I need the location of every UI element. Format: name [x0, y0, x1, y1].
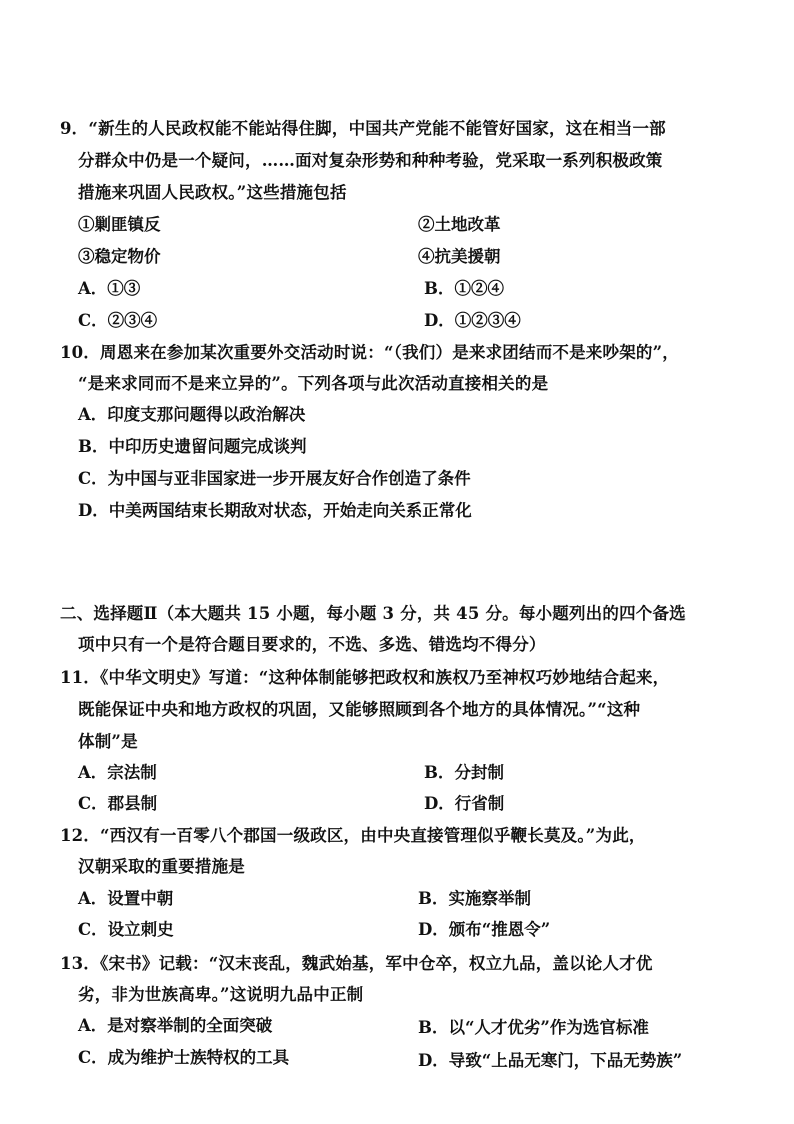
q10-option-b: B．中印历史遗留问题完成谈判: [78, 437, 307, 456]
q9-item-3: ③稳定物价: [78, 247, 161, 266]
q10-stem-line-1: 10．周恩来在参加某次重要外交活动时说：“（我们）是来求团结而不是来吵架的”，: [60, 343, 679, 362]
q9-option-b: B．①②④: [424, 279, 504, 298]
q10-option-d: D．中美两国结束长期敌对状态，开始走向关系正常化: [78, 501, 472, 520]
q9-option-d: D．①②③④: [424, 311, 521, 330]
q11-option-d: D．行省制: [424, 794, 505, 813]
q11-stem-line-1: 11．《中华文明史》写道：“这种体制能够把政权和族权乃至神权巧妙地结合起来，: [60, 668, 670, 687]
section-2-header-line-2: 项中只有一个是符合题目要求的，不选、多选、错选均不得分）: [78, 635, 546, 654]
q13-option-c: C．成为维护士族特权的工具: [78, 1048, 290, 1067]
section-2-header-line-1: 二、选择题Ⅱ（本大题共 15 小题，每小题 3 分，共 45 分。每小题列出的四个备选: [60, 604, 686, 623]
q11-option-c: C．郡县制: [78, 794, 158, 813]
q13-option-a: A．是对察举制的全面突破: [78, 1016, 273, 1035]
q9-item-1: ①剿匪镇反: [78, 215, 161, 234]
q11-stem-line-3: 体制”是: [78, 732, 138, 751]
q10-stem-line-2: “是来求同而不是来立异的”。下列各项与此次活动直接相关的是: [78, 374, 549, 393]
q11-stem-line-2: 既能保证中央和地方政权的巩固，又能够照顾到各个地方的具体情况。”“这种: [78, 700, 641, 719]
q12-stem-line-2: 汉朝采取的重要措施是: [78, 857, 245, 876]
q12-option-d: D．颁布“推恩令”: [418, 920, 551, 939]
q10-option-a: A．印度支那问题得以政治解决: [78, 405, 306, 424]
q9-stem-line-1: 9．“新生的人民政权能不能站得住脚，中国共产党能不能管好国家，这在相当一部: [60, 119, 666, 138]
q13-option-b: B．以“人才优劣”作为选官标准: [418, 1018, 649, 1037]
q11-option-b: B．分封制: [424, 763, 504, 782]
q9-option-a: A．①③: [78, 279, 141, 298]
q9-option-c: C．②③④: [78, 311, 158, 330]
q9-stem-line-3: 措施来巩固人民政权。”这些措施包括: [78, 183, 347, 202]
q9-stem-line-2: 分群众中仍是一个疑问，……面对复杂形势和种种考验，党采取一系列积极政策: [78, 151, 663, 170]
q12-option-b: B．实施察举制: [418, 889, 531, 908]
q13-stem-line-1: 13．《宋书》记载：“汉末丧乱，魏武始基，军中仓卒，权立九品，盖以论人才优: [60, 954, 653, 973]
q10-option-c: C．为中国与亚非国家进一步开展友好合作创造了条件: [78, 469, 471, 488]
q9-item-4: ④抗美援朝: [418, 247, 501, 266]
q13-option-d: D．导致“上品无寒门，下品无势族”: [418, 1051, 683, 1070]
q12-option-a: A．设置中朝: [78, 889, 174, 908]
q9-item-2: ②土地改革: [418, 215, 501, 234]
q13-stem-line-2: 劣，非为世族高卑。”这说明九品中正制: [78, 985, 364, 1004]
q11-option-a: A．宗法制: [78, 763, 157, 782]
q12-option-c: C．设立刺史: [78, 920, 174, 939]
q12-stem-line-1: 12．“西汉有一百零八个郡国一级政区，由中央直接管理似乎鞭长莫及。”为此，: [60, 826, 646, 845]
